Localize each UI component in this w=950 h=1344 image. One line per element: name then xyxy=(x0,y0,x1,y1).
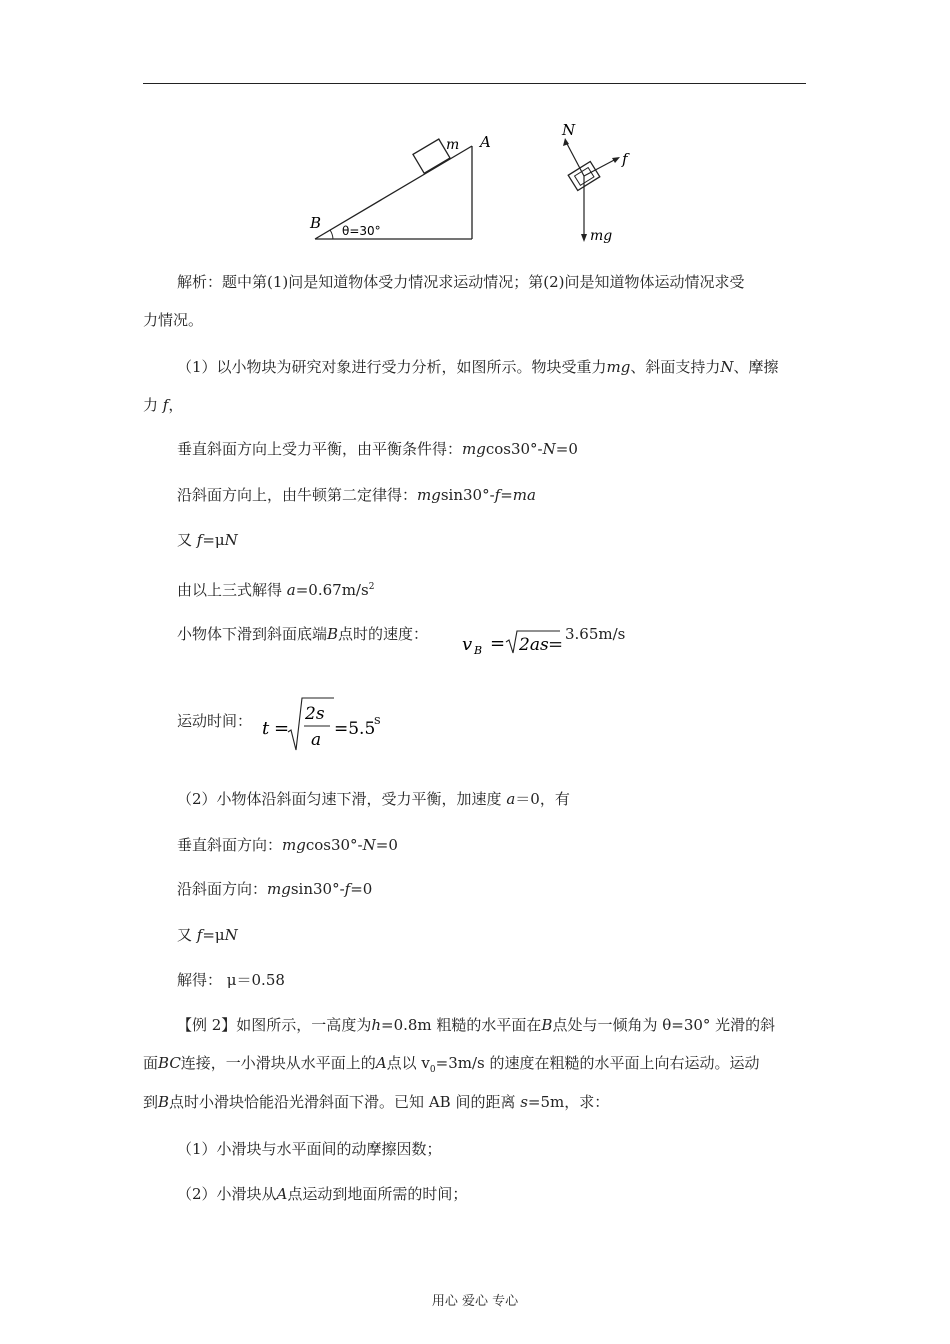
example2-line-1: 【例 2】如图所示，一高度为h=0.8m 粗糙的水平面在B点处与一倾角为 θ=30° 光滑的斜 xyxy=(177,1016,776,1034)
svg-text:2s: 2s xyxy=(305,704,325,724)
perpendicular-equation: 垂直斜面方向上受力平衡，由平衡条件得：mgcos30°-N=0 xyxy=(177,440,578,458)
part2-result: 解得： μ＝0.58 xyxy=(177,971,285,989)
friction-equation: 又 f=μN xyxy=(177,531,238,549)
normal-force-label: N xyxy=(562,121,576,139)
part2-perpendicular: 垂直斜面方向：mgcos30°-N=0 xyxy=(177,836,398,854)
time-line-label: 运动时间： xyxy=(177,712,253,730)
friction-label: f xyxy=(622,150,628,168)
svg-text:v: v xyxy=(462,634,473,655)
question-1: （1）小滑块与水平面间的动摩擦因数； xyxy=(177,1140,442,1158)
svg-text:=: = xyxy=(490,633,506,654)
time-equation xyxy=(258,694,388,756)
part2-parallel: 沿斜面方向：mgsin30°-f=0 xyxy=(177,880,373,898)
acceleration-result: 由以上三式解得 $a=0.67m/s^2$ xyxy=(177,581,375,599)
part2-intro: （2）小物体沿斜面匀速下滑，受力平衡，加速度 a＝0，有 xyxy=(177,790,570,808)
page-footer: 用心 爱心 专心 xyxy=(431,1294,519,1309)
analysis-line-2: 力情况。 xyxy=(143,311,204,329)
svg-text:=: = xyxy=(274,718,290,739)
part1-intro: （1）以小物块为研究对象进行受力分析，如图所示。物块受重力mg、斜面支持力N、摩擦 xyxy=(177,358,779,376)
velocity-eq-sign: = xyxy=(548,634,564,655)
velocity-value: 3.65m/s xyxy=(565,625,626,643)
weight-label: mg xyxy=(590,228,613,244)
point-a-label: A xyxy=(480,133,491,151)
incline-diagram xyxy=(309,133,491,239)
question-2: （2）小滑块从A点运动到地面所需的时间； xyxy=(177,1185,468,1203)
header-rule xyxy=(143,83,806,84)
svg-text:=5.5: =5.5 xyxy=(334,719,376,739)
svg-text:a: a xyxy=(311,730,322,750)
example2-line-2: 面BC连接，一小滑块从水平面上的A点以 $v_0=3m/s$ 的速度在粗糙的水平面上向右运动。运动 xyxy=(143,1054,760,1075)
force-diagram xyxy=(561,121,630,244)
angle-label: θ=30° xyxy=(342,224,381,238)
velocity-line-label: 小物体下滑到斜面底端B点时的速度： xyxy=(177,625,429,643)
svg-text:t: t xyxy=(262,718,270,739)
svg-text:2as: 2as xyxy=(519,635,549,655)
parallel-equation: 沿斜面方向上，由牛顿第二定律得：mgsin30°-f=ma xyxy=(177,486,536,504)
svg-text:B: B xyxy=(474,644,483,657)
analysis-line-1: 解析：题中第(1)问是知道物体受力情况求运动情况；第(2)问是知道物体运动情况求受 xyxy=(177,273,745,291)
part1-intro-cont: 力 f， xyxy=(143,396,184,414)
time-unit: s xyxy=(374,713,381,728)
mass-label: m xyxy=(446,137,460,153)
part2-friction: 又 f=μN xyxy=(177,926,238,944)
physics-figure xyxy=(300,118,630,248)
point-b-label: B xyxy=(310,214,322,232)
example2-line-3: 到B点时小滑块恰能沿光滑斜面下滑。已知 AB 间的距离 s=5m，求： xyxy=(143,1093,610,1111)
